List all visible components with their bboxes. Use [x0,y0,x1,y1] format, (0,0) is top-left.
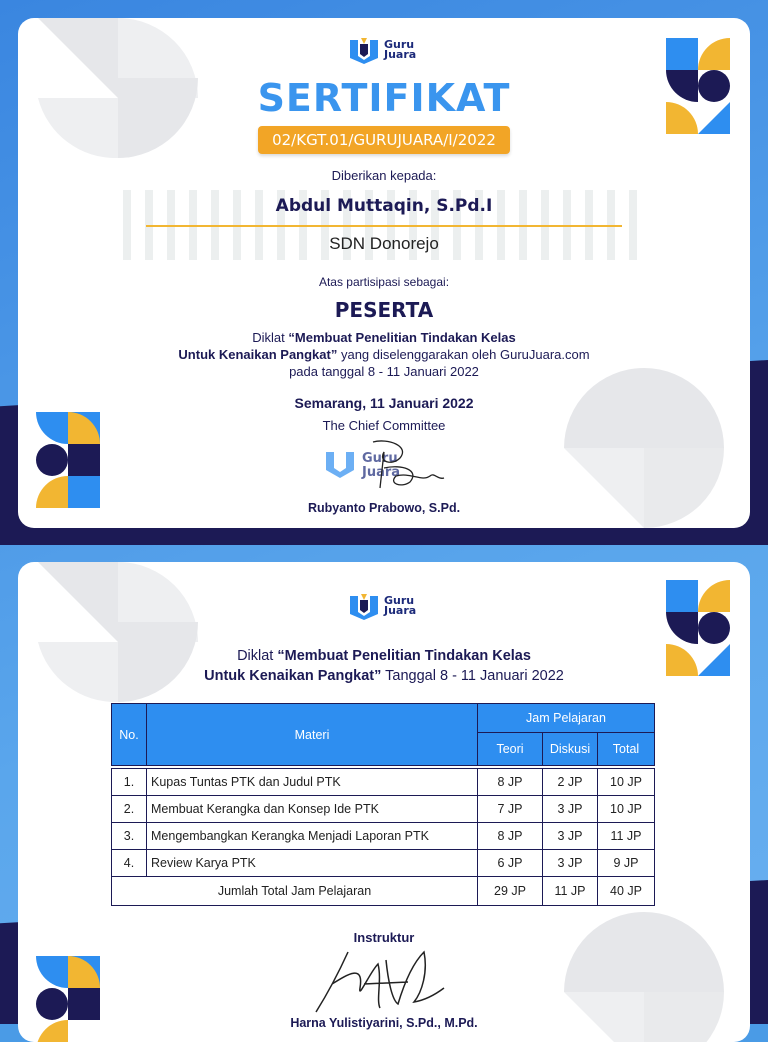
row-total: 10 JP [598,796,655,823]
guru-juara-logo [348,592,416,620]
row-teori: 8 JP [478,769,543,796]
certificate-number: 02/KGT.01/GURUJUARA/I/2022 [258,126,510,154]
row-materi: Mengembangkan Kerangka Menjadi Laporan PTK [147,823,478,850]
row-total: 10 JP [598,769,655,796]
row-total: 9 JP [598,850,655,877]
header-jam: Jam Pelajaran [478,704,655,733]
place-date: Semarang, 11 Januari 2022 [294,395,474,411]
signature [308,944,458,1016]
table-header-row [112,704,655,733]
instructor-name: Harna Yulistiyarini, S.Pd., M.Pd. [290,1016,478,1030]
recipient-name: Abdul Muttaqin, S.Pd.I [275,196,493,216]
name-underline [146,225,622,227]
date-line: Tanggal 8 - 11 Januari 2022 [381,668,564,684]
row-teori: 7 JP [478,796,543,823]
svg-text:Juara: Juara [362,465,401,480]
course-title: “Membuat Penelitian Tindakan Kelas [277,648,531,664]
schedule-card [18,562,750,1042]
diklat-prefix: Diklat [237,648,278,664]
row-diskusi: 3 JP [543,850,598,877]
row-teori: 6 JP [478,850,543,877]
given-to-label: Diberikan kepada: [331,168,437,183]
row-no: 1. [112,769,147,796]
row-materi: Membuat Kerangka dan Konsep Ide PTK [147,796,478,823]
certificate-title: SERTIFIKAT [257,76,511,120]
course-title: Untuk Kenaikan Pangkat” [204,668,382,684]
table-row [112,823,655,850]
footer-label: Jumlah Total Jam Pelajaran [112,877,478,906]
table-row [112,769,655,796]
header-no: No. [112,704,147,766]
footer-total: 40 JP [598,877,655,906]
signer-title: The Chief Committee [322,418,446,433]
row-diskusi: 3 JP [543,823,598,850]
row-teori: 8 JP [478,823,543,850]
logo-text: Juara [384,604,417,617]
row-materi: Review Karya PTK [147,850,478,877]
header-teori: Teori [478,733,543,766]
logo-text: Guru [384,38,415,51]
table-footer-row [112,877,655,906]
table-row [112,796,655,823]
school-name: SDN Donorejo [329,234,439,253]
table-row [112,850,655,877]
row-diskusi: 2 JP [543,769,598,796]
row-materi: Kupas Tuntas PTK dan Judul PTK [147,769,478,796]
course-description [18,329,750,380]
participation-label: Atas partisipasi sebagai: [318,275,450,289]
signer-name: Rubyanto Prabowo, S.Pd. [307,501,461,515]
svg-text:Guru: Guru [362,451,398,466]
row-diskusi: 3 JP [543,796,598,823]
course-title: “Membuat Penelitian Tindakan Kelas [288,330,516,345]
date-line: pada tanggal 8 - 11 Januari 2022 [289,364,479,379]
diklat-prefix: Diklat [252,330,289,345]
logo-text: Guru [384,594,415,607]
course-title: Untuk Kenaikan Pangkat” [178,347,338,362]
certificate-card [18,18,750,528]
row-no: 4. [112,850,147,877]
logo-icon [348,592,380,620]
participant-role: PESERTA [334,298,434,322]
instructor-label: Instruktur [353,930,415,945]
row-total: 11 JP [598,823,655,850]
row-no: 2. [112,796,147,823]
header-total: Total [598,733,655,766]
logo-icon [348,36,380,64]
header-diskusi: Diskusi [543,733,598,766]
row-no: 3. [112,823,147,850]
schedule-table [111,703,655,906]
guru-juara-logo [348,36,416,64]
logo-text: Juara [384,48,417,61]
schedule-heading [18,646,750,686]
footer-diskusi: 11 JP [543,877,598,906]
footer-teori: 29 JP [478,877,543,906]
header-materi: Materi [147,704,478,766]
signature [318,436,448,498]
organizer-text: yang diselenggarakan oleh GuruJuara.com [337,347,590,362]
